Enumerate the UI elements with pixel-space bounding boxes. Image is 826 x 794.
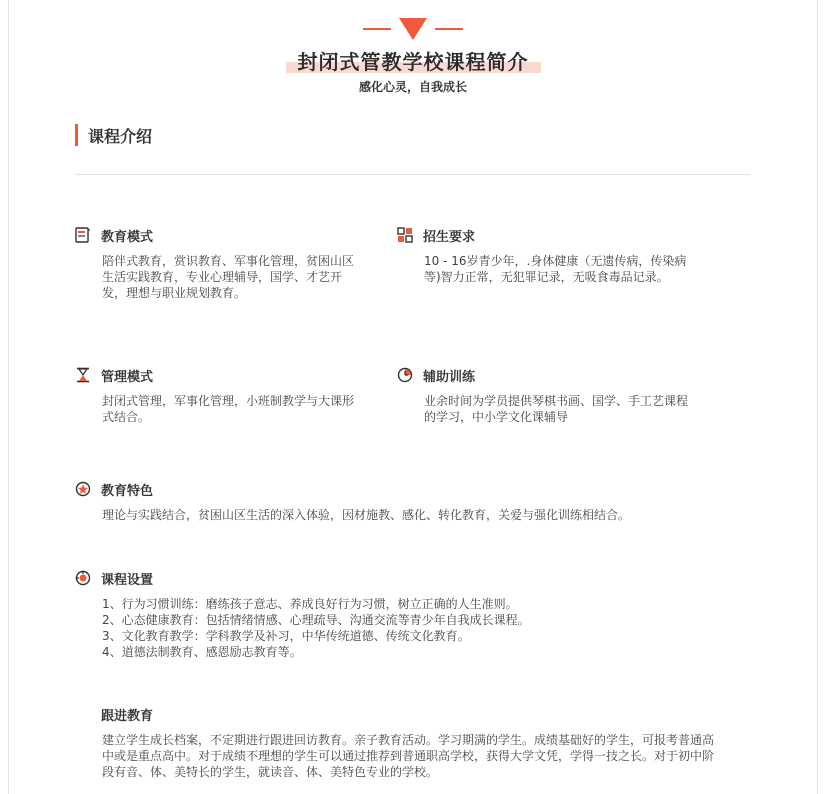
section-divider <box>75 174 750 175</box>
body-line: 2、心态健康教育：包括情绪情感、心理疏导、沟通交流等青少年自我成长课程。 <box>102 613 530 627</box>
page-border-right <box>817 0 818 794</box>
page-border-left <box>8 0 9 794</box>
body-line: 业余时间为学员提供琴棋书画、国学、手工艺课程 <box>424 394 689 408</box>
block-heading: 辅助训练 <box>423 369 476 385</box>
star-badge-icon <box>75 481 91 497</box>
body-line: 发，理想与职业规划教育。 <box>102 286 247 300</box>
decoration-line-right <box>435 28 463 30</box>
block-heading: 跟进教育 <box>101 708 154 724</box>
block-heading: 招生要求 <box>423 229 476 245</box>
section-header <box>75 124 152 146</box>
book-icon <box>75 227 91 243</box>
body-line: 式结合。 <box>102 410 151 424</box>
block-body <box>102 596 530 660</box>
body-line: 中或是重点高中。对于成绩不理想的学生可以通过推荐到普通职高学校，获得大学文凭，学得一技之长。对于初中阶 <box>102 749 715 763</box>
body-line: 的学习，中小学文化课辅导 <box>424 410 569 424</box>
block-heading: 管理模式 <box>101 369 154 385</box>
block-body <box>424 253 686 285</box>
block-followup <box>75 705 714 780</box>
body-line: 生活实践教育，专业心理辅导，国学、才艺开 <box>102 270 343 284</box>
body-line: 3、文化教育教学：学科教学及补习，中华传统道德、传统文化教育。 <box>102 629 470 643</box>
block-body <box>102 393 354 425</box>
block-body <box>102 732 714 780</box>
block-heading: 教育特色 <box>101 483 154 499</box>
block-assist <box>397 366 688 425</box>
body-line: 段有音、体、美特长的学生，就读音、体、美特色专业的学校。 <box>102 765 439 779</box>
body-line: 陪伴式教育，赏识教育、军事化管理，贫困山区 <box>102 254 355 268</box>
section-title: 课程介绍 <box>88 126 153 146</box>
body-line: 等)智力正常，无犯罪记录，无吸食毒品记录。 <box>424 270 669 284</box>
clock-icon <box>397 367 413 383</box>
block-manage <box>75 366 354 425</box>
hourglass-icon <box>75 367 91 383</box>
block-body <box>102 253 354 301</box>
block-heading: 教育模式 <box>101 229 154 245</box>
grid-icon <box>397 227 413 243</box>
body-line: 4、道德法制教育、感恩励志教育等。 <box>102 645 302 659</box>
title-decoration <box>0 18 826 42</box>
body-line: 建立学生成长档案，不定期进行跟进回访教育。亲子教育活动。学习期满的学生。成绩基础好的学生，可报考普通高 <box>102 733 715 747</box>
block-enroll <box>397 226 686 285</box>
page-title <box>286 46 541 75</box>
body-line: 封闭式管理，军事化管理，小班制教学与大课形 <box>102 394 355 408</box>
body-line: 理论与实践结合，贫困山区生活的深入体验，因材施教、感化、转化教育，关爱与强化训练相结合。 <box>102 508 631 522</box>
page-title-text: 封闭式管教学校课程简介 <box>297 50 529 74</box>
target-icon <box>75 570 91 586</box>
page-subtitle: 感化心灵，自我成长 <box>358 80 467 94</box>
body-line: 10 - 16岁青少年，.身体健康（无遗传病，传染病 <box>424 254 687 268</box>
block-body <box>424 393 688 425</box>
block-edu-mode <box>75 226 354 301</box>
body-line: 1、行为习惯训练：磨练孩子意志、养成良好行为习惯，树立正确的人生准则。 <box>102 597 518 611</box>
blank-icon-slot <box>75 706 91 722</box>
decoration-line-left <box>363 28 391 30</box>
block-heading: 课程设置 <box>101 572 154 588</box>
block-features <box>75 480 630 523</box>
decoration-triangle-icon <box>399 18 427 40</box>
section-accent-bar <box>75 124 78 146</box>
block-body <box>102 507 630 523</box>
title-wrapper <box>0 46 826 75</box>
block-courses <box>75 569 530 660</box>
